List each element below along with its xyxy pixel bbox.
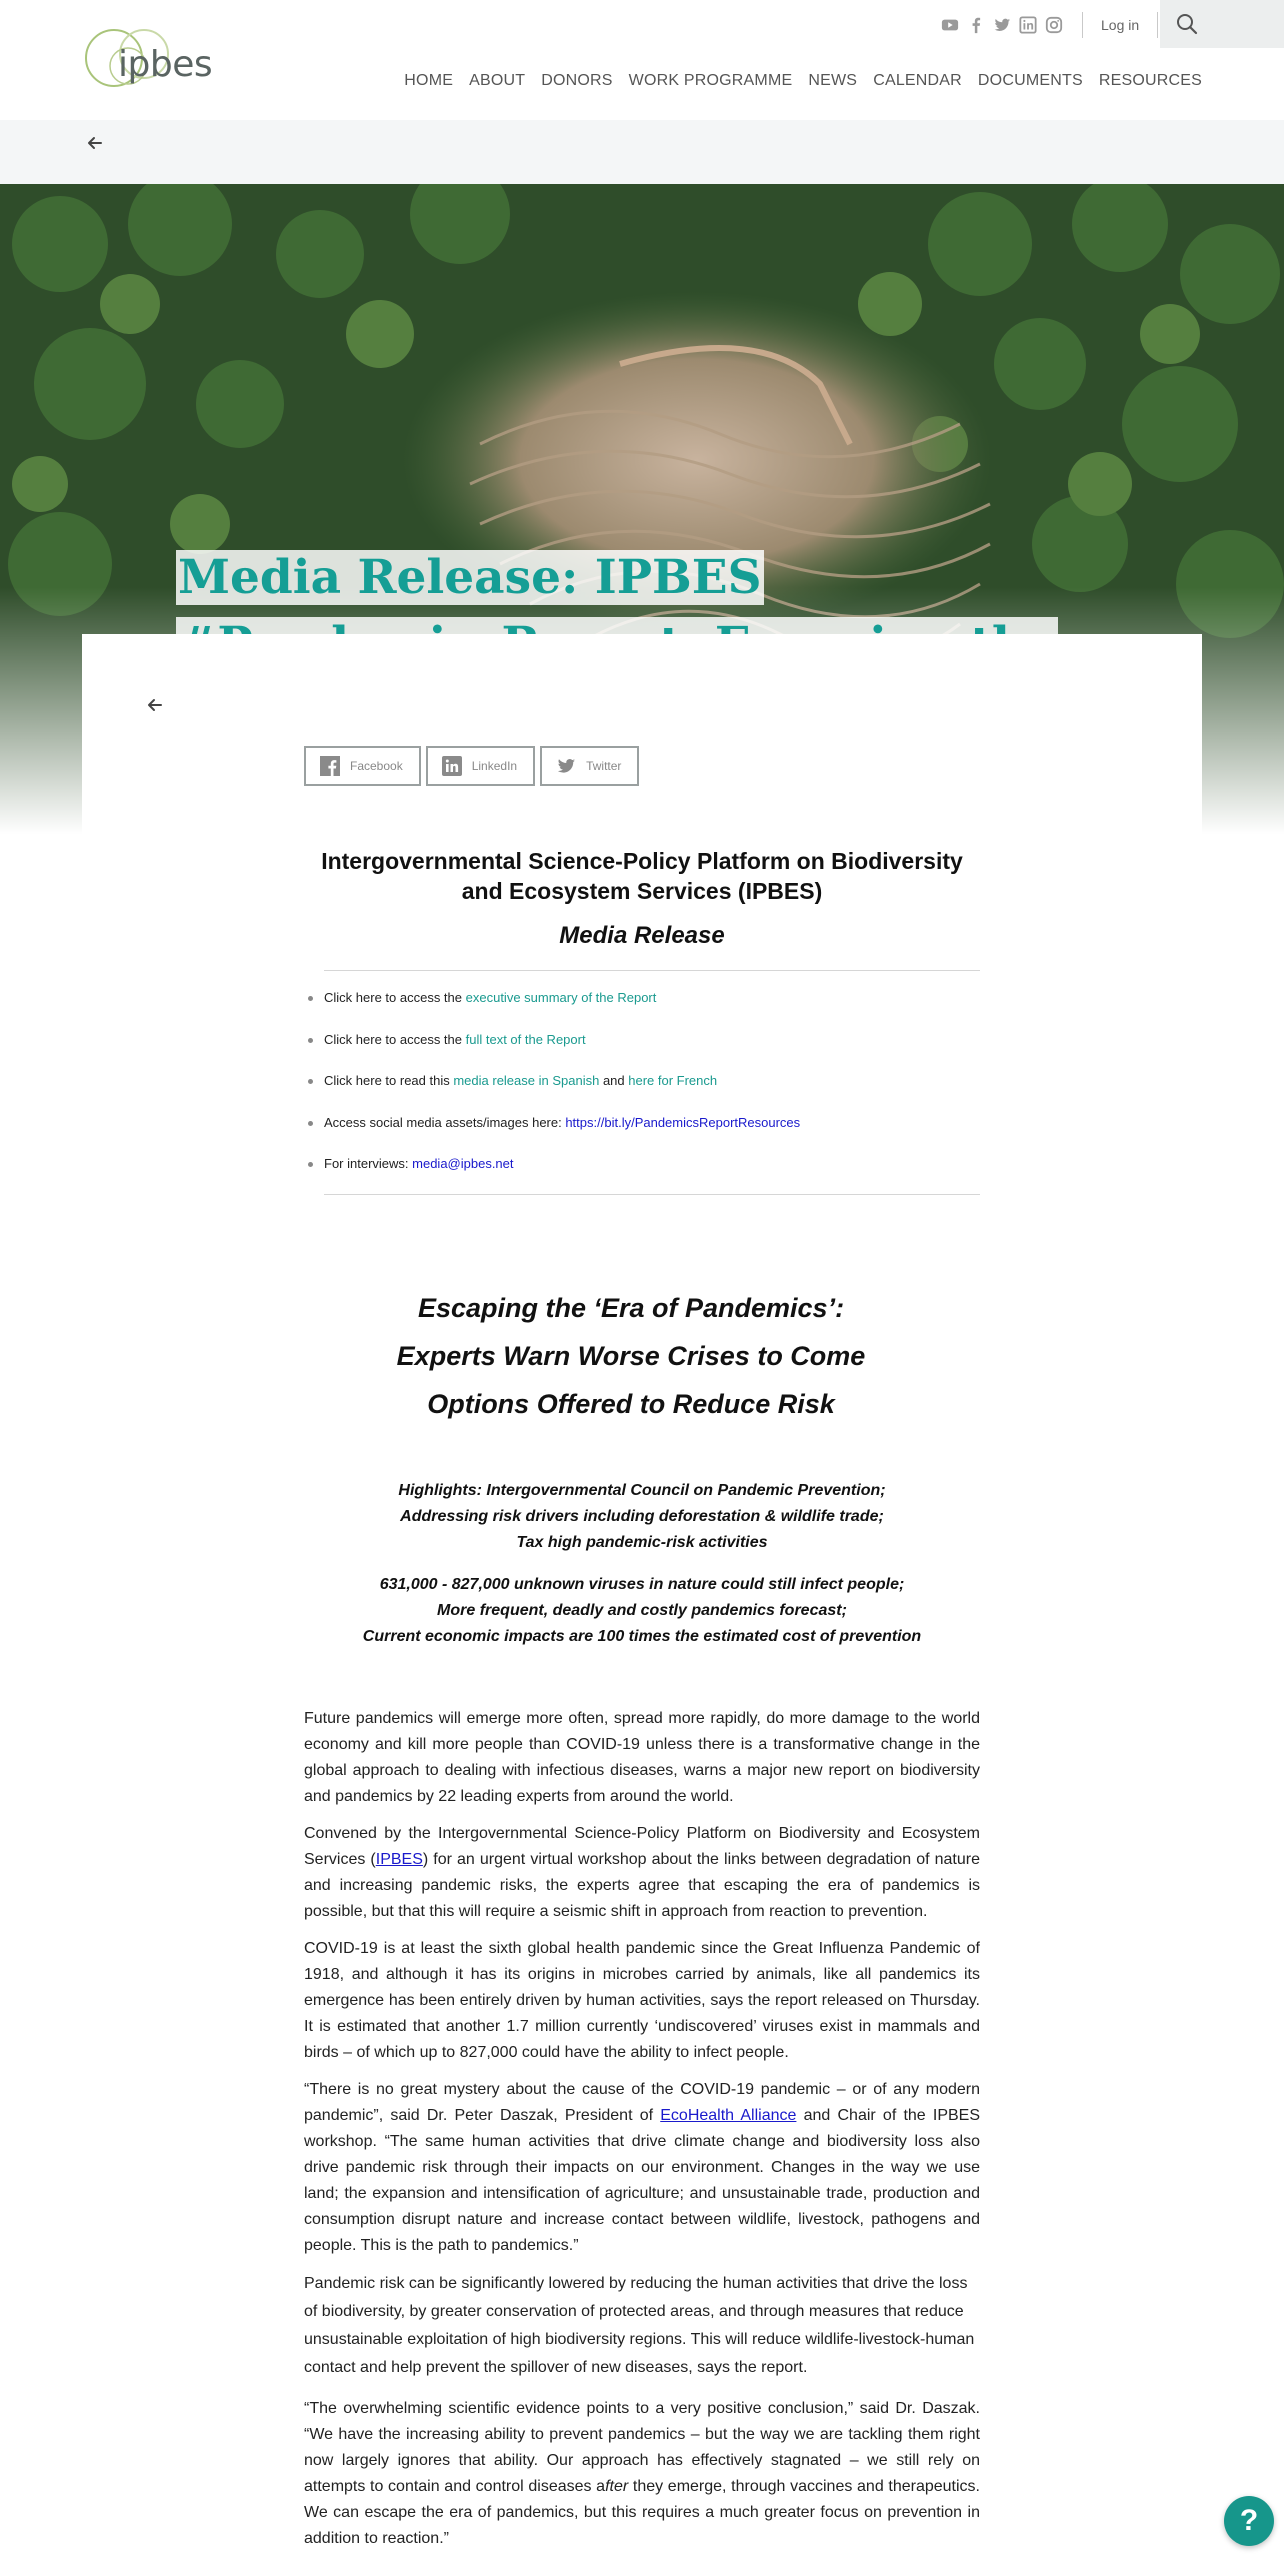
- top-utility-bar: [940, 12, 1170, 38]
- facebook-icon[interactable]: [966, 15, 986, 35]
- organisation-title: Intergovernmental Science-Policy Platform on Biodiversity and Ecosystem Services (IPBES): [321, 848, 963, 904]
- back-arrow-icon[interactable]: [144, 694, 166, 716]
- nav-calendar[interactable]: CALENDAR: [873, 72, 962, 89]
- share-linkedin-button[interactable]: [426, 746, 535, 786]
- twitter-icon: [556, 756, 576, 776]
- share-twitter-label: Twitter: [586, 759, 622, 773]
- executive-summary-link[interactable]: executive summary of the Report: [465, 990, 657, 1005]
- topbar-divider: [1157, 12, 1158, 38]
- paragraph: Pandemic risk can be significantly lowered by reducing the human activities that drive the loss of biodiversity, by greater conservation of protected areas, and through measures that reduce unsustainable exploitation of high biodiversity regions. This will reduce wildlife-livestock-human contact and help prevent the spillover of new diseases, says the report.: [304, 2275, 975, 2376]
- twitter-icon[interactable]: [992, 15, 1012, 35]
- media-email-link[interactable]: media@ipbes.net: [412, 1156, 514, 1172]
- back-arrow-icon[interactable]: [84, 132, 106, 154]
- help-button[interactable]: ?: [1224, 2496, 1274, 2546]
- paragraph: “The overwhelming scientific evidence points to a very positive conclusion,” said Dr. Daszak. “We have the increasing ability to prevent pandemics – but the way we are tackling them right now largely ignores that ability. Our approach has effectively stagnated – we still rely on attempts to contain and control diseases after they emerge, through vaccines and therapeutics. We can escape the era of pandemics, but this requires a much greater focus on prevention in addition to reaction.”: [304, 2400, 981, 2547]
- nav-work-programme[interactable]: WORK PROGRAMME: [628, 72, 793, 89]
- topbar-divider: [1082, 12, 1083, 38]
- search-button[interactable]: [1160, 0, 1284, 48]
- article-highlights: Highlights: Intergovernmental Council on Pandemic Prevention; Addressing risk drivers including deforestation & wildlife trade; Tax high pandemic-risk activities 631,000 - 827,000 unknown viruses in nature could still infect people; More frequent, deadly and costly pandemics forecast; Current economic impacts are 100 times the estimated cost of prevention: [362, 1482, 922, 1645]
- social-assets-link[interactable]: https://bit.ly/PandemicsReportResources: [565, 1114, 801, 1130]
- site-header: [0, 0, 1284, 120]
- instagram-icon[interactable]: [1044, 15, 1064, 35]
- paragraph: Future pandemics will emerge more often, spread more rapidly, do more damage to the world economy and kill more people than COVID-19 unless there is a transformative change in the global approach to dealing with infectious diseases, warns a major new report on biodiversity and pandemics by 22 leading experts from around the world.: [304, 1710, 980, 1805]
- linkedin-icon: [442, 756, 462, 776]
- nav-news[interactable]: NEWS: [808, 72, 858, 89]
- spanish-release-link[interactable]: media release in Spanish: [453, 1073, 600, 1089]
- list-item: Click here to read this media release in Spanish and here for French: [306, 1071, 980, 1113]
- nav-resources[interactable]: RESOURCES: [1098, 72, 1202, 89]
- facebook-icon: [320, 756, 340, 776]
- ipbes-link[interactable]: IPBES: [375, 1851, 423, 1868]
- paragraph: Convened by the Intergovernmental Science-Policy Platform on Biodiversity and Ecosystem Services (IPBES) for an urgent virtual workshop about the links between degradation of nature and increasing pandemic risks, the experts agree that escaping the era of pandemics is possible, but that this will require a seismic shift in approach from reaction to prevention.: [304, 1825, 981, 1920]
- list-item: Access social media assets/images here: https://bit.ly/PandemicsReportResources: [306, 1113, 980, 1155]
- list-item: Click here to access the executive summary of the Report: [306, 988, 980, 1030]
- share-buttons: [304, 746, 639, 786]
- list-item: For interviews: media@ipbes.net: [306, 1154, 980, 1196]
- main-nav: [404, 72, 1202, 90]
- login-link[interactable]: Log in: [1101, 17, 1140, 33]
- logo-text: ipbes: [118, 44, 213, 85]
- full-report-link[interactable]: full text of the Report: [465, 1031, 586, 1047]
- ecohealth-alliance-link[interactable]: EcoHealth Alliance: [660, 2107, 797, 2124]
- share-linkedin-label: LinkedIn: [471, 759, 518, 773]
- nav-about[interactable]: ABOUT: [469, 72, 526, 89]
- french-release-link[interactable]: here for French: [628, 1073, 718, 1089]
- nav-home[interactable]: HOME: [404, 72, 454, 89]
- nav-documents[interactable]: DOCUMENTS: [977, 72, 1083, 89]
- list-item: Click here to access the full text of the Report: [306, 1030, 980, 1072]
- divider: [324, 1194, 980, 1195]
- share-twitter-button[interactable]: [540, 746, 639, 786]
- article-body: [304, 1706, 980, 2563]
- paragraph: “There is no great mystery about the cause of the COVID-19 pandemic – or of any modern pandemic”, said Dr. Peter Daszak, President of EcoHealth Alliance and Chair of the IPBES workshop. “The same human activities that drive climate change and biodiversity loss also drive pandemic risk through their impacts on our environment. Changes in the way we use land; the expansion and intensification of agriculture; and unsustainable trade, production and consumption disrupt nature and increase contact between wildlife, livestock, pathogens and people. This is the path to pandemics.”: [304, 2081, 981, 2254]
- back-bar: [0, 120, 1284, 184]
- share-facebook-label: Facebook: [350, 759, 403, 773]
- article-headline: Escaping the ‘Era of Pandemics’: Experts Warn Worse Crises to Come Options Offered to Reduce Risk: [396, 1293, 866, 1419]
- resource-links-list: [306, 988, 980, 1196]
- media-release-label: Media Release: [559, 922, 725, 949]
- linkedin-icon[interactable]: [1018, 15, 1038, 35]
- nav-donors[interactable]: DONORS: [541, 72, 613, 89]
- search-icon: [1176, 13, 1198, 35]
- youtube-icon[interactable]: [940, 15, 960, 35]
- divider: [324, 970, 980, 971]
- page-title: Media Release: IPBES: [176, 544, 1096, 745]
- paragraph: COVID-19 is at least the sixth global health pandemic since the Great Influenza Pandemic of 1918, and although it has its origins in microbes carried by animals, like all pandemics its emergence has been entirely driven by human activities, says the report released on Thursday. It is estimated that another 1.7 million currently ‘undiscovered’ viruses exist in mammals and birds – of which up to 827,000 could have the ability to infect people.: [304, 1940, 980, 2061]
- share-facebook-button[interactable]: [304, 746, 421, 786]
